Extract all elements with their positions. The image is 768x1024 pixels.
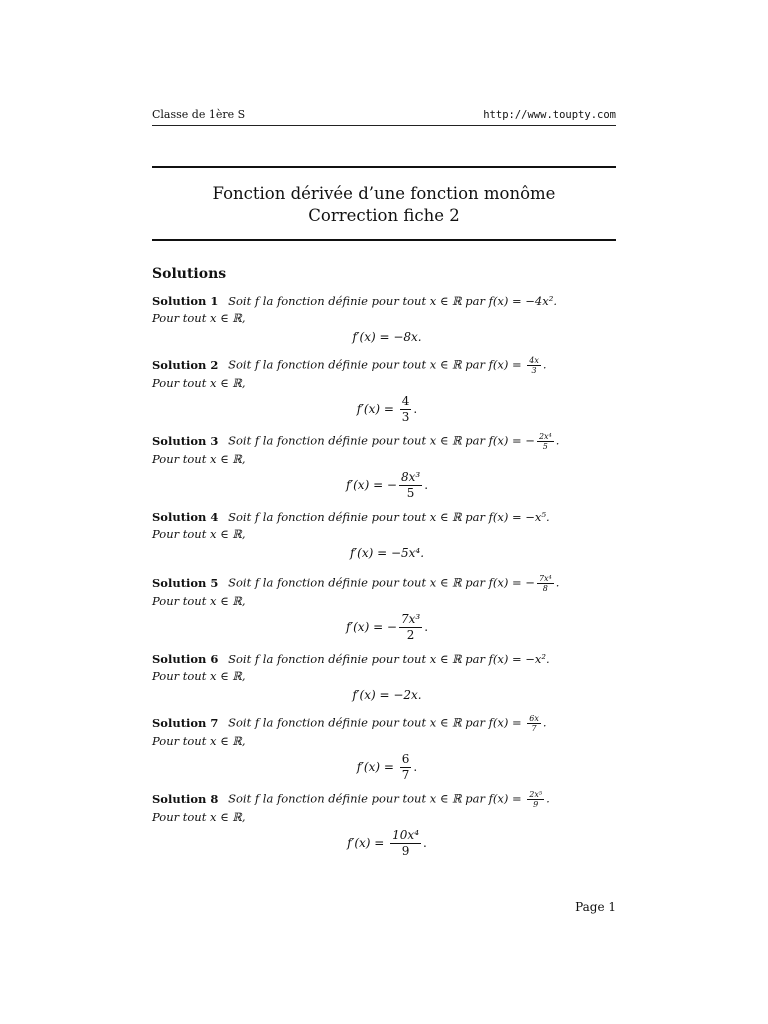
solution-label: Solution 8	[152, 791, 219, 806]
function-definition: f(x) = $\frac{\text{2x⁵}}{9}$ .	[488, 790, 550, 809]
pour-tout-text: Pour tout x ∈ ℝ,	[152, 527, 246, 541]
pour-tout-text: Pour tout x ∈ ℝ,	[152, 810, 246, 824]
header-url[interactable]: http://www.toupty.com	[483, 109, 616, 121]
function-definition: f(x) = $\frac{4x}{3}$ .	[488, 356, 547, 375]
document-title: Fonction dérivée d’une fonction monôme	[212, 184, 556, 203]
solution-intro: Soit f la fonction définie pour tout x ∈ ℝ par	[228, 294, 485, 308]
solution-2	[152, 356, 622, 425]
solution-intro: Soit f la fonction définie pour tout x ∈ ℝ par	[228, 357, 485, 372]
document-subtitle: Correction fiche 2	[308, 206, 460, 225]
derivative-result: f′(x) = $\frac{6}{7}$ .	[356, 752, 418, 782]
function-definition: f(x) = −x².	[488, 652, 550, 666]
solution-intro: Soit f la fonction définie pour tout x ∈ ℝ par	[228, 575, 485, 590]
solution-intro: Soit f la fonction définie pour tout x ∈ ℝ par	[228, 652, 485, 666]
solution-label: Solution 1	[152, 294, 219, 308]
solution-intro: Soit f la fonction définie pour tout x ∈ ℝ par	[228, 510, 485, 524]
solution-label: Solution 7	[152, 715, 219, 730]
derivative-result: f′(x) = −5x⁴.	[349, 546, 425, 560]
solution-7	[152, 714, 622, 783]
page-number: Page 1	[575, 900, 616, 914]
solution-intro: Soit f la fonction définie pour tout x ∈ ℝ par	[228, 791, 485, 806]
pour-tout-text: Pour tout x ∈ ℝ,	[152, 376, 246, 390]
section-title: Solutions	[152, 266, 227, 282]
solution-1	[152, 293, 622, 346]
solution-label: Solution 3	[152, 433, 219, 448]
solution-3	[152, 432, 622, 501]
derivative-result: f′(x) = −8x.	[352, 330, 422, 344]
derivative-result: f′(x) = − $\frac{\text{8x³}}{5}$ .	[345, 470, 429, 500]
solution-intro: Soit f la fonction définie pour tout x ∈ ℝ par	[228, 433, 485, 448]
function-definition: f(x) = − $\frac{\text{2x⁴}}{5}$ .	[488, 432, 560, 451]
function-definition: f(x) = − $\frac{\text{7x⁴}}{8}$ .	[488, 574, 560, 593]
solution-intro: Soit f la fonction définie pour tout x ∈ ℝ par	[228, 715, 485, 730]
pour-tout-text: Pour tout x ∈ ℝ,	[152, 594, 246, 608]
solution-4	[152, 509, 622, 562]
solution-5	[152, 574, 622, 643]
header-class-label: Classe de 1ère S	[152, 108, 246, 121]
solution-label: Solution 6	[152, 652, 219, 666]
pour-tout-text: Pour tout x ∈ ℝ,	[152, 452, 246, 466]
solution-label: Solution 2	[152, 357, 219, 372]
function-definition: f(x) = −4x².	[488, 294, 557, 308]
solution-8	[152, 790, 622, 859]
derivative-result: f′(x) = − $\frac{\text{7x³}}{2}$ .	[345, 612, 429, 642]
solution-6	[152, 651, 622, 704]
pour-tout-text: Pour tout x ∈ ℝ,	[152, 311, 246, 325]
pour-tout-text: Pour tout x ∈ ℝ,	[152, 669, 246, 683]
function-definition: f(x) = −x⁵.	[488, 510, 550, 524]
function-definition: f(x) = $\frac{6x}{7}$ .	[488, 714, 547, 733]
solution-label: Solution 4	[152, 510, 219, 524]
solution-label: Solution 5	[152, 575, 219, 590]
derivative-result: f′(x) = −2x.	[352, 688, 422, 702]
pour-tout-text: Pour tout x ∈ ℝ,	[152, 734, 246, 748]
document-title-box	[152, 166, 616, 241]
page-header	[152, 108, 616, 126]
derivative-result: f′(x) = $\frac{\text{10x⁴}}{9}$ .	[347, 828, 427, 858]
derivative-result: f′(x) = $\frac{4}{3}$ .	[356, 394, 418, 424]
